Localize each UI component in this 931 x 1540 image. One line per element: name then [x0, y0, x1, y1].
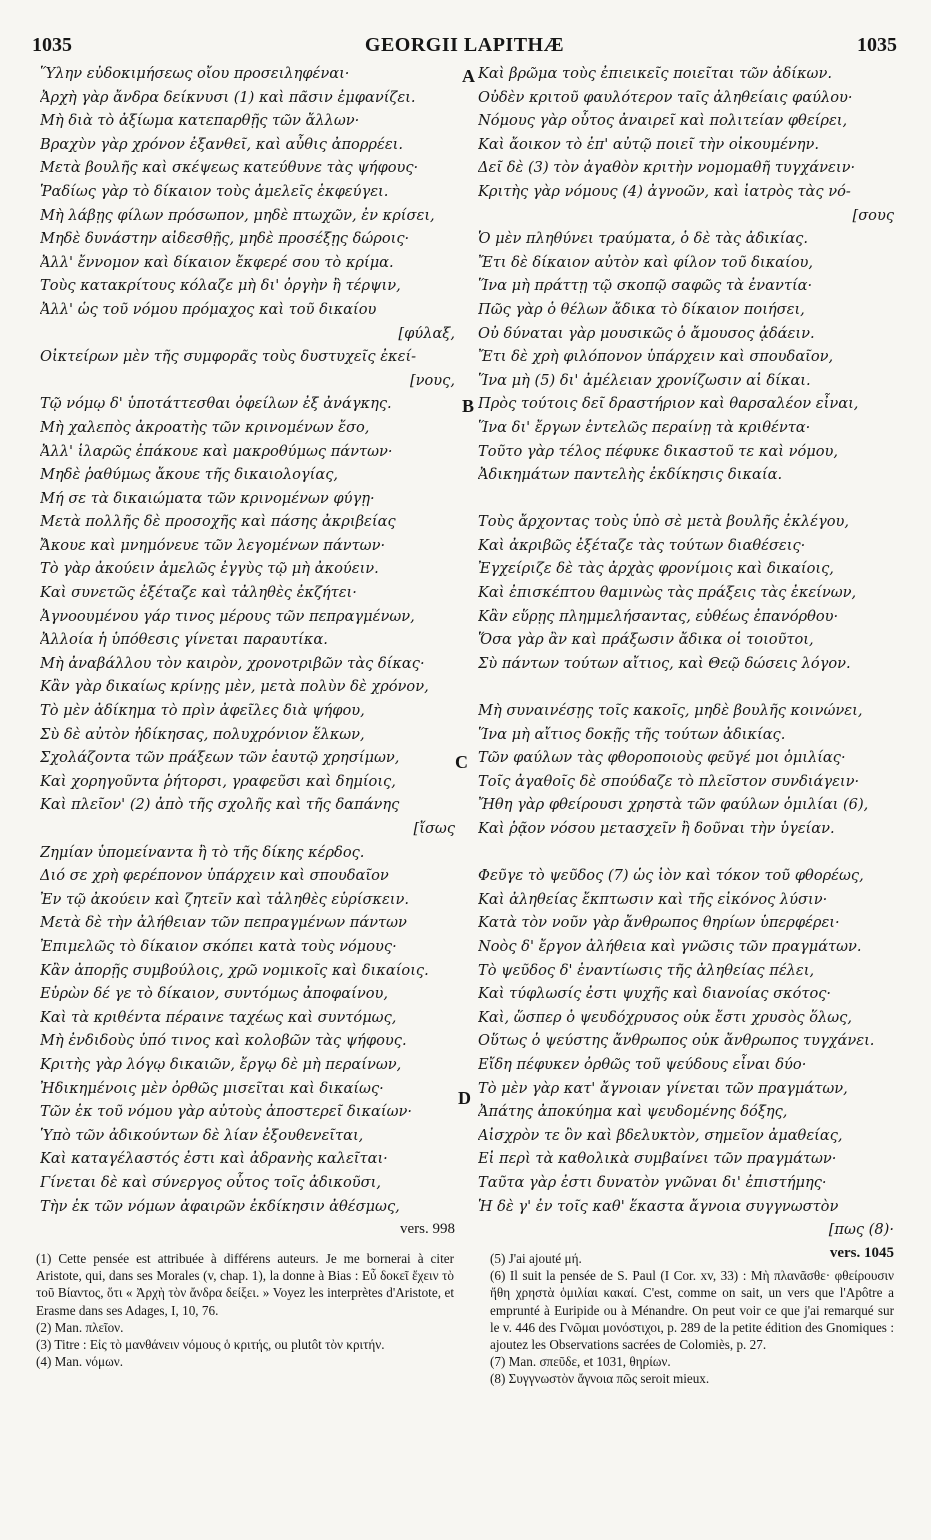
- verse-line: Μὴ διὰ τὸ ἀξίωμα κατεπαρθῇς τῶν ἄλλων·: [40, 112, 360, 130]
- verse-line: Μὴ συναινέσῃς τοῖς κακοῖς, μηδὲ βουλῆς κοινώνει,: [478, 702, 863, 720]
- verse-line: Μετὰ βουλῆς καὶ σκέψεως κατεύθυνε τὰς ψήφους·: [40, 159, 419, 177]
- verse-line: Ὕλην εὐδοκιμήσεως οἴου προσειληφέναι·: [40, 65, 350, 82]
- verse-line: Καὶ χορηγοῦντα ῥήτορσι, γραφεῦσι καὶ δημίοις,: [40, 772, 396, 790]
- verse-line: Τοὺς ἄρχοντας τοὺς ὑπὸ σὲ μετὰ βουλῆς ἐκλέγου,: [478, 513, 850, 531]
- verse-line: Κατὰ τὸν νοῦν γὰρ ἄνθρωπος θηρίων ὑπερφέρει·: [478, 914, 840, 932]
- footnote: (6) Il suit la pensée de S. Paul (I Cor. xv, 33) : Μὴ πλανᾶσθε· φθείρουσιν ἤθη χρηστὰ ὁμιλίαι κακαί. C'est, comme on sait, un vers que l'Apôtre a emprunté à Euripide ou à Ménandre. On peut voir ce que j'ai remarqué sur le v. 446 des Γνῶμαι μονόστιχοι, p. 289 de la petite édition des Gnomiques : ajoutez les Observations sacrées de Colomiès, p. 27.: [490, 1268, 894, 1353]
- verse-line: Ὁ μὲν πληθύνει τραύματα, ὁ δὲ τὰς ἀδικίας.: [478, 230, 808, 248]
- verse-line: Μηδὲ δυνάστην αἰδεσθῇς, μηδὲ προσέξῃς δώροις·: [40, 230, 410, 248]
- verse-line: Καὶ ῥᾷον νόσου μετασχεῖν ἢ δοῦναι τὴν ὑγείαν.: [478, 820, 835, 837]
- section-marker-a: A: [462, 66, 475, 86]
- verse-line: Ἀλλ' ἔννομον καὶ δίκαιον ἔκφερέ σου τὸ κρίμα.: [40, 253, 394, 271]
- verse-line: Καὶ ἄοικον τὸ ἐπ' αὐτῷ ποιεῖ τὴν οἰκουμένην.: [478, 135, 820, 153]
- verse-line: Μὴ λάβῃς φίλων πρόσωπον, μηδὲ πτωχῶν, ἐν κρίσει,: [40, 206, 435, 224]
- verse-line: Μὴ χαλεπὸς ἀκροατὴς τῶν κρινομένων ἔσο,: [40, 418, 370, 436]
- verse-line: Ζημίαν ὑπομείναντα ἢ τὸ τῆς δίκης κέρδος.: [40, 843, 365, 861]
- verse-line: Οὕτως ὁ ψεύστης ἄνθρωπος οὐκ ἄνθρωπος τυγχάνει.: [478, 1032, 875, 1050]
- verse-line: Μετὰ πολλῆς δὲ προσοχῆς καὶ πάσης ἀκριβείας: [40, 513, 396, 531]
- verse-line: Ἐγχείριζε δὲ τὰς ἀρχὰς φρονίμοις καὶ δικαίοις,: [478, 560, 834, 578]
- verse-line: Κἂν γὰρ δικαίως κρίνῃς μὲν, μετὰ πολὺν δὲ χρόνον,: [40, 678, 429, 696]
- verse-line: Τοῖς ἀγαθοῖς δὲ σπούδαζε τὸ πλεῖστον συνδιάγειν·: [478, 772, 860, 790]
- verse-line: Ἤθη γὰρ φθείρουσι χρηστὰ τῶν φαύλων ὁμιλίαι (6),: [478, 796, 869, 814]
- stanza-gap: [478, 841, 894, 865]
- verse-line: Ἵνα μὴ πράττῃ τῷ σκοπῷ σαφῶς τὰ ἐναντία·: [478, 277, 813, 295]
- verse-line: Ἀπάτης ἀποκύημα καὶ ψευδομένης δόξης,: [478, 1103, 788, 1121]
- verse-line: Ταῦτα γὰρ ἐστι δυνατὸν γνῶναι δι' ἐπιστήμης·: [478, 1173, 827, 1191]
- section-marker-c: C: [455, 752, 468, 772]
- verse-line: Οἰκτείρων μὲν τῆς συμφορᾶς τοὺς δυστυχεῖς ἐκεί-: [40, 348, 417, 366]
- verse-line: Ἐπιμελῶς τὸ δίκαιον σκόπει κατὰ τοὺς νόμους·: [40, 937, 397, 955]
- verse-line: Νόμους γὰρ οὗτος ἀναιρεῖ καὶ πολιτείαν φθείρει,: [478, 112, 848, 130]
- verse-line: Ἵνα μὴ αἴτιος δοκῇς τῆς τούτων ἀδικίας.: [478, 725, 786, 743]
- footnote: (8) Συγγνωστὸν ἄγνοια πῶς seroit mieux.: [490, 1371, 710, 1387]
- verse-line: Ἀδικημάτων παντελὴς ἐκδίκησις δικαία.: [478, 466, 783, 484]
- verse-line: Κριτὴς γὰρ λόγῳ δικαιῶν, ἔργῳ δὲ μὴ περαίνων,: [40, 1055, 402, 1073]
- verse-line: Τὸ μὲν ἀδίκημα τὸ πρὶν ἀφεῖλες διὰ ψήφου,: [40, 702, 365, 720]
- verse-line: Αἰσχρὸν τε ὂν καὶ βδελυκτὸν, σημεῖον ἀμαθείας,: [478, 1126, 843, 1144]
- verse-line: Ὑπὸ τῶν ἀδικούντων δὲ λίαν ἐξουθενεῖται,: [40, 1126, 364, 1144]
- right-verse-column: [478, 62, 894, 1265]
- verse-line: Καὶ τὰ κριθέντα πέραινε ταχέως καὶ συντόμως,: [40, 1008, 397, 1026]
- footnote: (3) Titre : Εἰς τὸ μανθάνειν νόμους ὁ κριτής, ou plutôt τὸν κριτήν.: [36, 1337, 385, 1353]
- verse-line: Καὶ ἀκριβῶς ἐξέταζε τὰς τούτων διαθέσεις·: [478, 536, 806, 554]
- verse-line: Τὴν ἐκ τῶν νόμων ἀφαιρῶν ἐκδίκησιν ἀθέσμως,: [40, 1197, 400, 1215]
- verse-line: Ῥαδίως γὰρ τὸ δίκαιον τοὺς ἀμελεῖς ἐκφεύγει.: [40, 182, 389, 200]
- verse-line: Σχολάζοντα τῶν πράξεων τῶν ἑαυτῷ χρησίμων,: [40, 749, 400, 767]
- verse-line: Ἐν τῷ ἀκούειν καὶ ζητεῖν καὶ τἀληθὲς εὑρίσκειν.: [40, 890, 410, 908]
- verse-line: Τὸ γὰρ ἀκούειν ἀμελῶς ἐγγὺς τῷ μὴ ἀκούειν.: [40, 560, 379, 578]
- footnote-separator: [40, 1232, 891, 1233]
- verse-line: Τοὺς κατακρίτους κόλαζε μὴ δι' ὀργὴν ἢ τέρψιν,: [40, 277, 401, 295]
- footnote: (7) Man. σπεῦδε, et 1031, θηρίων.: [490, 1354, 671, 1370]
- verse-line: Ἀρχὴ γὰρ ἄνδρα δείκνυσι (1) καὶ πᾶσιν ἐμφανίζει.: [40, 88, 416, 106]
- verse-line: Ἀλλ' ὡς τοῦ νόμου πρόμαχος καὶ τοῦ δικαίου: [40, 300, 377, 318]
- verse-line: Μετὰ δὲ τὴν ἀλήθειαν τῶν πεπραγμένων πάντων: [40, 914, 407, 932]
- page-number-right: 1035: [857, 34, 897, 56]
- verse-line: Τῶν φαύλων τὰς φθοροποιοὺς φεῦγέ μοι ὁμιλίας·: [478, 749, 846, 767]
- verse-line: Δεῖ δὲ (3) τὸν ἀγαθὸν κριτὴν νομομαθῆ τυγχάνειν·: [478, 159, 856, 177]
- verse-line: Νοὸς δ' ἔργον ἀλήθεια καὶ γνῶσις τῶν πραγμάτων.: [478, 937, 862, 955]
- verse-line: Τοῦτο γὰρ τέλος πέφυκε δικαστοῦ τε καὶ νόμου,: [478, 442, 839, 460]
- verse-line: Ἄκουε καὶ μνημόνευε τῶν λεγομένων πάντων·: [40, 536, 386, 554]
- verse-line: Βραχὺν γὰρ χρόνον ἐξανθεῖ, καὶ αὖθις ἀπορρέει.: [40, 135, 404, 153]
- verse-line: Κἂν εὕρῃς πλημμελήσαντας, εὐθέως ἐπανόρθου·: [478, 607, 839, 625]
- verse-line: Κριτὴς γὰρ νόμους (4) ἀγνοῶν, καὶ ἰατρὸς τὰς νό-: [478, 182, 851, 200]
- verse-line: Καὶ πλεῖον' (2) ἀπὸ τῆς σχολῆς καὶ τῆς δαπάνης: [40, 796, 400, 814]
- verse-line: Γίνεται δὲ καὶ σύνεργος οὗτος τοῖς ἀδικοῦσι,: [40, 1173, 381, 1191]
- verse-line: Ἀλλ' ἱλαρῶς ἐπάκουε καὶ μακροθύμως πάντων·: [40, 442, 393, 460]
- verse-line: Καὶ συνετῶς ἐξέταζε καὶ τἀληθὲς ἐκζήτει·: [40, 584, 357, 602]
- verse-line: Ἔτι δὲ δίκαιον αὐτὸν καὶ φίλον τοῦ δικαίου,: [478, 253, 814, 271]
- verse-line: Καὶ, ὥσπερ ὁ ψευδόχρυσος οὐκ ἔστι χρυσὸς ὅλως,: [478, 1008, 852, 1026]
- left-verse-column: [40, 62, 455, 1242]
- verse-line: Καὶ βρῶμα τοὺς ἐπιεικεῖς ποιεῖται τῶν ἀδίκων.: [478, 65, 832, 82]
- verse-line: [ἴσως: [413, 820, 455, 837]
- running-title: GEORGII LAPITHÆ: [364, 34, 565, 56]
- verse-line: Εἰ περὶ τὰ καθολικὰ συμβαίνει τῶν πραγμάτων·: [478, 1150, 837, 1168]
- verse-line: Ἵνα μὴ (5) δι' ἀμέλειαν χρονίζωσιν αἱ δίκαι.: [478, 371, 811, 389]
- verse-line: Σὺ δὲ αὐτὸν ἠδίκησας, πολυχρόνιον ἕλκων,: [40, 725, 365, 743]
- footnotes-right: [490, 1250, 894, 1388]
- verse-line: Πρὸς τούτοις δεῖ δραστήριον καὶ θαρσαλέον εἶναι,: [478, 395, 859, 413]
- verse-line: [σους: [852, 206, 894, 224]
- stanza-gap: [478, 487, 894, 511]
- footnote: (2) Man. πλεῖον.: [36, 1319, 124, 1335]
- verse-line: Καὶ καταγέλαστός ἐστι καὶ ἀδρανὴς καλεῖται·: [40, 1150, 388, 1168]
- verse-line: Καὶ τύφλωσίς ἐστι ψυχῆς καὶ διανοίας σκότος·: [478, 985, 832, 1003]
- verse-line: Πῶς γὰρ ὁ θέλων ἄδικα τὸ δίκαιον ποιήσει,: [478, 300, 805, 318]
- running-header: [32, 34, 897, 58]
- footnote: (1) Cette pensée est attribuée à différens auteurs. Je me bornerai à citer Aristote, qui, dans ses Morales (v, chap. 1), la donne à Bias : Εὖ δοκεῖ ἔχειν τὸ τοῦ Βίαντος, ὅτι « Ἀρχὴ τὸν ἄνδρα δείξει. » Voyez les interprètes d'Aristote, et Erasme dans ses Adages, I, 10, 76.: [36, 1251, 454, 1318]
- verse-line: Φεῦγε τὸ ψεῦδος (7) ὡς ἰὸν καὶ τόκον τοῦ φθορέως,: [478, 867, 864, 885]
- verse-line: Εὑρὼν δέ γε τὸ δίκαιον, συντόμως ἀποφαίνου,: [40, 985, 389, 1003]
- verse-line: Ἡ δὲ γ' ἐν τοῖς καθ' ἕκαστα ἄγνοια συγγνωστὸν: [478, 1197, 839, 1215]
- verse-line: Τῷ νόμῳ δ' ὑποτάττεσθαι ὀφείλων ἐξ ἀνάγκης.: [40, 395, 392, 413]
- verse-number: vers. 998: [400, 1221, 455, 1238]
- verse-line: Τὸ ψεῦδος δ' ἐναντίωσις τῆς ἀληθείας πέλει,: [478, 961, 815, 979]
- verse-line: Ὅσα γὰρ ἂν καὶ πράξωσιν ἄδικα οἱ τοιοῦτοι,: [478, 631, 814, 649]
- verse-line: Καὶ ἐπισκέπτου θαμινὼς τὰς πράξεις τὰς ἐκείνων,: [478, 584, 857, 602]
- verse-line: Ἔτι δὲ χρὴ φιλόπονον ὑπάρχειν καὶ σπουδαῖον,: [478, 348, 834, 366]
- verse-line: Ἠδικημένοις μὲν ὀρθῶς μισεῖται καὶ δικαίως·: [40, 1079, 384, 1097]
- verse-line: Τὸ μὲν γὰρ κατ' ἄγνοιαν γίνεται τῶν πραγμάτων,: [478, 1079, 848, 1097]
- verse-line: Σὺ πάντων τούτων αἴτιος, καὶ Θεῷ δώσεις λόγον.: [478, 654, 851, 672]
- verse-line: Ἀγνοουμένου γάρ τινος μέρους τῶν πεπραγμένων,: [40, 607, 415, 625]
- verse-line: Εἴδη πέφυκεν ὀρθῶς τοῦ ψεύδους εἶναι δύο·: [478, 1055, 807, 1073]
- verse-line: Μή σε τὰ δικαιώματα τῶν κρινομένων φύγῃ·: [40, 489, 375, 507]
- verse-line: Τῶν ἐκ τοῦ νόμου γὰρ αὐτοὺς ἀποστερεῖ δικαίων·: [40, 1103, 412, 1121]
- section-marker-b: B: [462, 396, 475, 416]
- footnote: (4) Man. νόμων.: [36, 1354, 124, 1370]
- verse-line: [πως (8)·: [828, 1221, 894, 1239]
- verse-line: [φύλαξ,: [398, 324, 455, 342]
- stanza-gap: [478, 675, 894, 699]
- verse-line: Καὶ ἀληθείας ἔκπτωσιν καὶ τῆς εἰκόνος λύσιν·: [478, 890, 828, 908]
- verse-line: Ἵνα δι' ἔργων ἐντελῶς περαίνῃ τὰ κριθέντα·: [478, 418, 811, 436]
- page-number-left: 1035: [32, 34, 72, 56]
- verse-number: vers. 1045: [829, 1244, 894, 1261]
- verse-line: Διό σε χρὴ φερέπονον ὑπάρχειν καὶ σπουδαῖον: [40, 867, 389, 885]
- verse-line: Ἀλλοία ἡ ὑπόθεσις γίνεται παραυτίκα.: [40, 631, 328, 649]
- verse-line: Κἂν ἀπορῇς συμβούλοις, χρῶ νομικοῖς καὶ δικαίοις.: [40, 961, 429, 979]
- footnote: (5) J'ai ajouté μή.: [490, 1251, 582, 1266]
- section-marker-d: D: [458, 1088, 471, 1108]
- verse-line: Οὐ δύναται γὰρ μουσικῶς ὁ ἄμουσος ᾀδάειν.: [478, 324, 815, 342]
- verse-line: Μὴ ἐνδιδοὺς ὑπό τινος καὶ κολοβῶν τὰς ψήφους.: [40, 1032, 407, 1050]
- footnotes-left: [36, 1250, 454, 1370]
- verse-line: Οὐδὲν κριτοῦ φαυλότερον ταῖς ἀληθείαις φαύλου·: [478, 88, 853, 106]
- verse-line: [νους,: [409, 371, 455, 389]
- verse-line: Μηδὲ ῥαθύμως ἄκουε τῆς δικαιολογίας,: [40, 466, 339, 484]
- verse-line: Μὴ ἀναβάλλου τὸν καιρὸν, χρονοτριβῶν τὰς δίκας·: [40, 654, 425, 672]
